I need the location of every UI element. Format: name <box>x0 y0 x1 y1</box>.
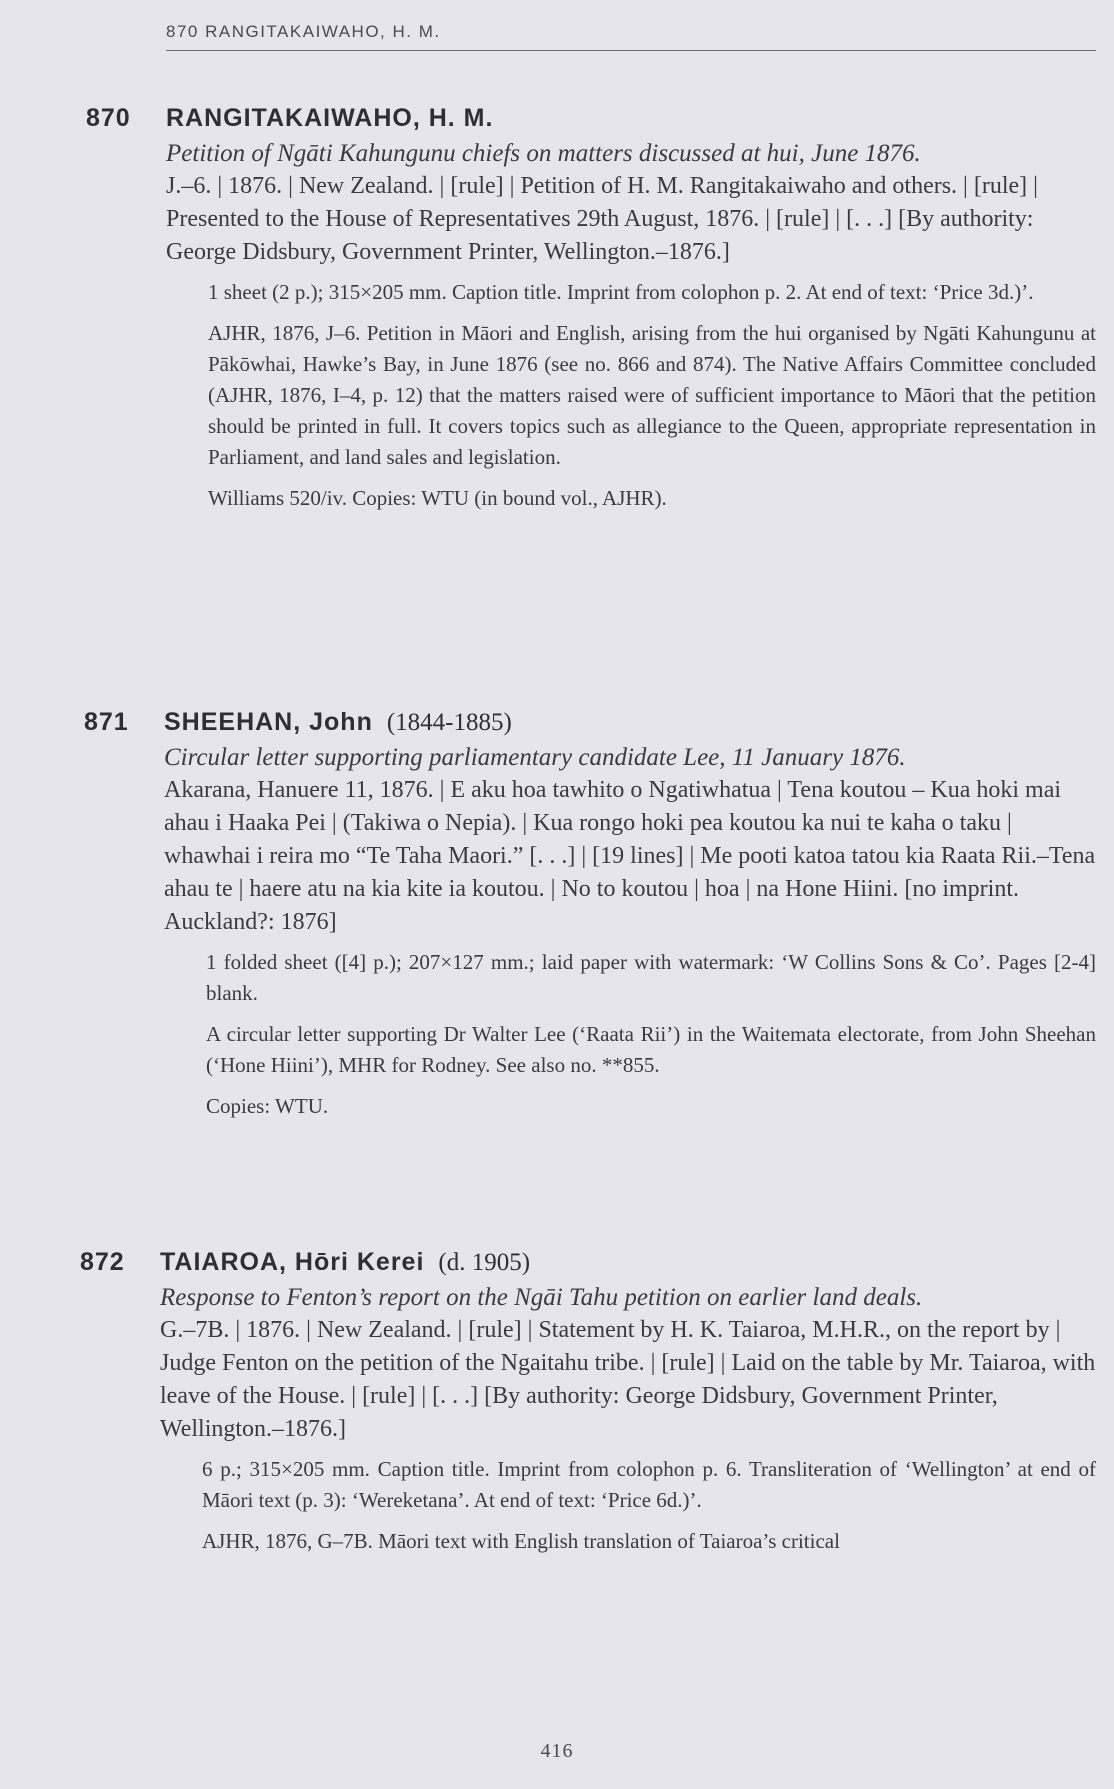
entry-notes <box>208 277 1096 514</box>
entry-heading <box>80 1248 1096 1277</box>
commentary: AJHR, 1876, J–6. Petition in Māori and English, arising from the hui organised by Ngāti Kahungunu at Pākōwhai, Hawke’s Bay, in June 1876 (see no. 866 and 874). The Native Affairs Committee concluded (AJHR, 1876, I–4, p. 12) that the matters raised were of sufficient importance to Māori that the petition should be printed in full. It covers topics such as allegiance to the Queen, appropriate representation in Parliament, and land sales and legislation. <box>208 321 1096 469</box>
entry-title: Circular letter supporting parliamentary candidate Lee, 11 January 1876. <box>164 744 906 771</box>
copies-note: Williams 520/iv. Copies: WTU (in bound vol., AJHR). <box>208 486 667 510</box>
entry-heading <box>84 708 1096 737</box>
entry-number: 871 <box>84 708 129 736</box>
entry-title: Response to Fenton’s report on the Ngāi Tahu petition on earlier land deals. <box>160 1284 923 1311</box>
entry-number: 870 <box>86 104 131 132</box>
entry-name: SHEEHAN, John <box>164 708 373 736</box>
entry-870 <box>86 104 1096 524</box>
entry-transcription: G.–7B. | 1876. | New Zealand. | [rule] | Statement by H. K. Taiaroa, M.H.R., on the report by | Judge Fenton on the petition of the Ngaitahu tribe. | [rule] | Laid on the table by Mr. Taiaroa, with leave of the House. | [rule] | [. . .] [By authority: George Didsbury, Government Printer, Wellington.–1876.] <box>160 1317 1096 1442</box>
entry-transcription: J.–6. | 1876. | New Zealand. | [rule] | Petition of H. M. Rangitakaiwaho and others. | [rule] | Presented to the House of Representatives 29th August, 1876. | [rule] | [. . .] [By authority: George Didsbury, Government Printer, Wellington.–1876.] <box>166 173 1038 265</box>
physical-description: 1 sheet (2 p.); 315×205 mm. Caption title. Imprint from colophon p. 2. At end of text: ‘Price 3d.)’. <box>208 280 1034 304</box>
entry-transcription: Akarana, Hanuere 11, 1876. | E aku hoa tawhito o Ngatiwhatua | Tena koutou – Kua hoki mai ahau i Haaka Pei | (Takiwa o Nepia). | Kua rongo hoki pea koutou ka nui te kaha o taku | whawhai i reira mo “Te Taha Maori.” [. . .] | [19 lines] | Me pooti katoa tatou kia Raata Rii.–Tena ahau te | haere atu na kia kite ia koutou. | No to koutou | hoa | na Hone Hiini. [no imprint. Auckland?: 1876] <box>164 777 1096 935</box>
physical-description: 1 folded sheet ([4] p.); 207×127 mm.; laid paper with watermark: ‘W Collins Sons & Co’. Pages [2-4] blank. <box>206 950 1096 1005</box>
entry-dates: (d. 1905) <box>438 1249 531 1276</box>
entry-body <box>160 1281 1096 1557</box>
copies-note: Copies: WTU. <box>206 1094 329 1118</box>
page-number: 416 <box>540 1740 574 1762</box>
entry-notes <box>202 1454 1096 1557</box>
entry-body <box>166 137 1096 514</box>
entry-name: RANGITAKAIWAHO, H. M. <box>166 104 494 132</box>
entry-body <box>164 741 1096 1122</box>
entry-871 <box>84 708 1096 1132</box>
physical-description: 6 p.; 315×205 mm. Caption title. Imprint from colophon p. 6. Transliteration of ‘Wellington’ at end of Māori text (p. 3): ‘Wereketana’. At end of text: ‘Price 6d.)’. <box>202 1457 1096 1512</box>
entry-name: TAIAROA, Hōri Kerei <box>160 1248 425 1276</box>
entry-dates: (1844-1885) <box>386 709 512 736</box>
entry-notes <box>206 947 1096 1122</box>
entry-number: 872 <box>80 1248 125 1276</box>
commentary: A circular letter supporting Dr Walter Lee (‘Raata Rii’) in the Waitemata electorate, from John Sheehan (‘Hone Hiini’), MHR for Rodney. See also no. **855. <box>206 1022 1096 1077</box>
entry-title: Petition of Ngāti Kahungunu chiefs on matters discussed at hui, June 1876. <box>166 140 921 167</box>
running-head: 870 RANGITAKAIWAHO, H. M. <box>166 22 1096 51</box>
commentary: AJHR, 1876, G–7B. Māori text with English translation of Taiaroa’s critical <box>202 1529 840 1553</box>
entry-872 <box>80 1248 1096 1567</box>
entry-heading <box>86 104 1096 133</box>
